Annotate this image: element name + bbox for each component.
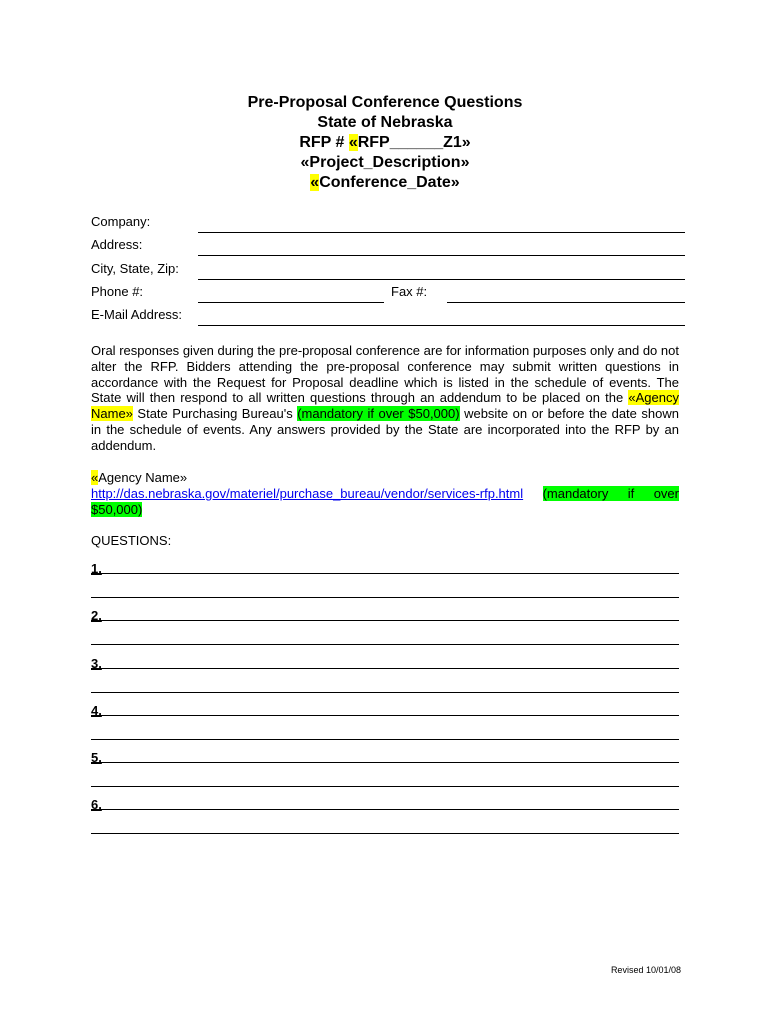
phone-label: Phone #: — [91, 284, 144, 299]
address-field[interactable] — [198, 255, 685, 256]
question-number-3: 3. — [91, 656, 102, 671]
question-number-4: 4. — [91, 703, 102, 718]
agency-url-line — [91, 486, 679, 518]
question-number-1: 1. — [91, 561, 102, 576]
agency-name-highlight: «Agency Name» — [91, 390, 679, 422]
rfp-merge-mark: « — [348, 134, 358, 151]
fax-field[interactable] — [447, 302, 685, 303]
questions-heading: QUESTIONS: — [91, 533, 172, 548]
mandatory-highlight: (mandatory if over $50,000) — [297, 406, 460, 422]
email-field[interactable] — [198, 325, 685, 326]
question-4-line-2[interactable] — [91, 739, 679, 740]
header-project-description: «Project_Description» — [300, 154, 470, 171]
question-2-line[interactable] — [91, 620, 679, 621]
paragraph-part1: Oral responses given during the pre-proposal conference are for information purposes only and do not alter the RFP. Bidders attending the pre-proposal conference may submit written questions in accordance with the Request for Proposal deadline which is listed in the schedule of events. The State will then respond to all written questions through an addendum to be placed on the — [91, 343, 679, 406]
phone-field[interactable] — [198, 302, 384, 303]
address-label: Address: — [91, 237, 143, 252]
question-3-line[interactable] — [91, 668, 679, 669]
city-state-zip-field[interactable] — [198, 279, 685, 280]
header-conference-date — [0, 173, 770, 193]
conference-date-merge-mark: « — [310, 174, 320, 191]
agency-block — [91, 470, 679, 518]
agency-mandatory-highlight: (mandatory if over $50,000) — [91, 486, 679, 517]
document-header — [0, 93, 770, 193]
question-number-5: 5. — [91, 750, 102, 765]
fax-label: Fax #: — [391, 284, 428, 299]
header-title: Pre-Proposal Conference Questions — [247, 94, 523, 111]
question-5-line[interactable] — [91, 762, 679, 763]
header-rfp-number — [0, 133, 770, 153]
services-rfp-link[interactable]: http://das.nebraska.gov/materiel/purchase_bureau/vendor/services-rfp.html — [91, 486, 524, 501]
question-4-line[interactable] — [91, 715, 679, 716]
company-field[interactable] — [198, 232, 685, 233]
company-label: Company: — [91, 214, 151, 229]
question-1-line[interactable] — [91, 573, 679, 574]
agency-name: Agency Name» — [98, 470, 188, 485]
rfp-field: RFP______Z1» — [357, 134, 471, 151]
revision-date: Revised 10/01/08 — [610, 965, 681, 975]
conference-date-field: Conference_Date» — [319, 174, 460, 191]
paragraph-part3: website on or before the date shown in the schedule of events. Any answers provided by the State are incorporated into the RFP by an addendum. — [91, 406, 679, 453]
agency-merge-mark: « — [91, 470, 99, 485]
header-state: State of Nebraska — [317, 114, 453, 131]
instructions-paragraph — [91, 343, 679, 454]
question-3-line-2[interactable] — [91, 692, 679, 693]
email-label: E-Mail Address: — [91, 307, 183, 322]
question-6-line-2[interactable] — [91, 833, 679, 834]
rfp-prefix: RFP # — [299, 134, 349, 151]
agency-name-line — [91, 470, 679, 486]
question-6-line[interactable] — [91, 809, 679, 810]
question-number-6: 6. — [91, 797, 102, 812]
question-number-2: 2. — [91, 608, 102, 623]
paragraph-part2: State Purchasing Bureau's — [132, 406, 298, 422]
question-1-line-2[interactable] — [91, 597, 679, 598]
question-2-line-2[interactable] — [91, 644, 679, 645]
question-5-line-2[interactable] — [91, 786, 679, 787]
city-state-zip-label: City, State, Zip: — [91, 261, 179, 276]
